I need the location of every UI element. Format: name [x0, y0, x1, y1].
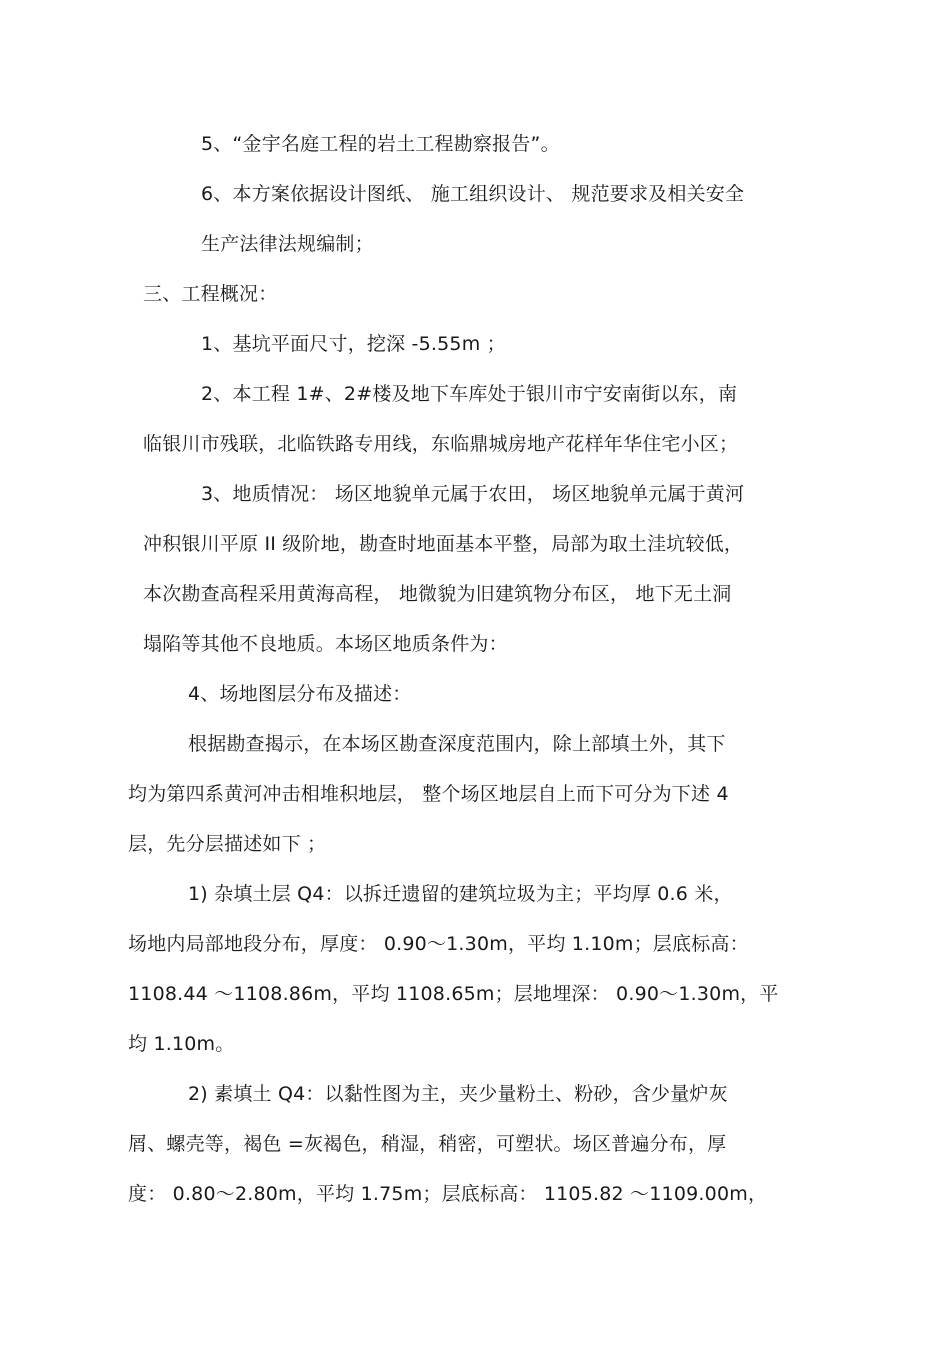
- paragraph-line-item-4: 4、场地图层分布及描述：: [188, 683, 412, 705]
- paragraph-line-layer-1-cont-3: 均 1.10m。: [128, 1033, 235, 1055]
- paragraph-line-layer-2-cont-2: 度： 0.80～2.80m，平均 1.75m；层底标高： 1105.82 ～1109.00m，: [128, 1183, 768, 1205]
- paragraph-line-layer-2: 2) 素填土 Q4：以黏性图为主，夹少量粉土、粉砂，含少量炉灰: [188, 1083, 728, 1105]
- section-heading-project-overview: 三、工程概况：: [143, 283, 278, 305]
- paragraph-line-item-6-cont: 生产法律法规编制；: [201, 233, 374, 255]
- paragraph-line-item-2: 2、本工程 1#、2#楼及地下车库处于银川市宁安南街以东，南: [201, 383, 738, 405]
- paragraph-line-layer-1-cont-2: 1108.44 ～1108.86m，平均 1108.65m；层地埋深： 0.90～1.30m，平: [128, 983, 779, 1005]
- paragraph-line-item-1: 1、基坑平面尺寸，挖深 -5.55m ；: [201, 333, 506, 355]
- paragraph-line-strata-intro-cont-2: 层，先分层描述如下 ；: [128, 833, 327, 855]
- paragraph-line-item-3-cont-3: 塌陷等其他不良地质。本场区地质条件为：: [143, 633, 508, 655]
- paragraph-line-strata-intro-cont-1: 均为第四系黄河冲击相堆积地层， 整个场区地层自上而下可分为下述 4: [128, 783, 729, 805]
- paragraph-line-strata-intro: 根据勘查揭示，在本场区勘查深度范围内，除上部填土外，其下: [188, 733, 726, 755]
- paragraph-line-item-5: 5、“金宇名庭工程的岩土工程勘察报告”。: [201, 133, 560, 155]
- paragraph-line-item-3: 3、地质情况： 场区地貌单元属于农田， 场区地貌单元属于黄河: [201, 483, 745, 505]
- paragraph-line-item-6: 6、本方案依据设计图纸、 施工组织设计、 规范要求及相关安全: [201, 183, 745, 205]
- paragraph-line-layer-2-cont-1: 屑、螺壳等，褐色 =灰褐色，稍湿，稍密，可塑状。场区普遍分布，厚: [128, 1133, 727, 1155]
- paragraph-line-item-3-cont-2: 本次勘查高程采用黄海高程， 地微貌为旧建筑物分布区， 地下无土洞: [143, 583, 732, 605]
- paragraph-line-layer-1: 1) 杂填土层 Q4：以拆迁遗留的建筑垃圾为主；平均厚 0.6 米，: [188, 883, 733, 905]
- paragraph-line-layer-1-cont-1: 场地内局部地段分布，厚度： 0.90～1.30m，平均 1.10m；层底标高：: [128, 933, 749, 955]
- paragraph-line-item-3-cont-1: 冲积银川平原 II 级阶地，勘查时地面基本平整，局部为取土洼坑较低，: [143, 533, 744, 555]
- paragraph-line-item-2-cont: 临银川市残联，北临铁路专用线，东临鼎城房地产花样年华住宅小区；: [143, 433, 739, 455]
